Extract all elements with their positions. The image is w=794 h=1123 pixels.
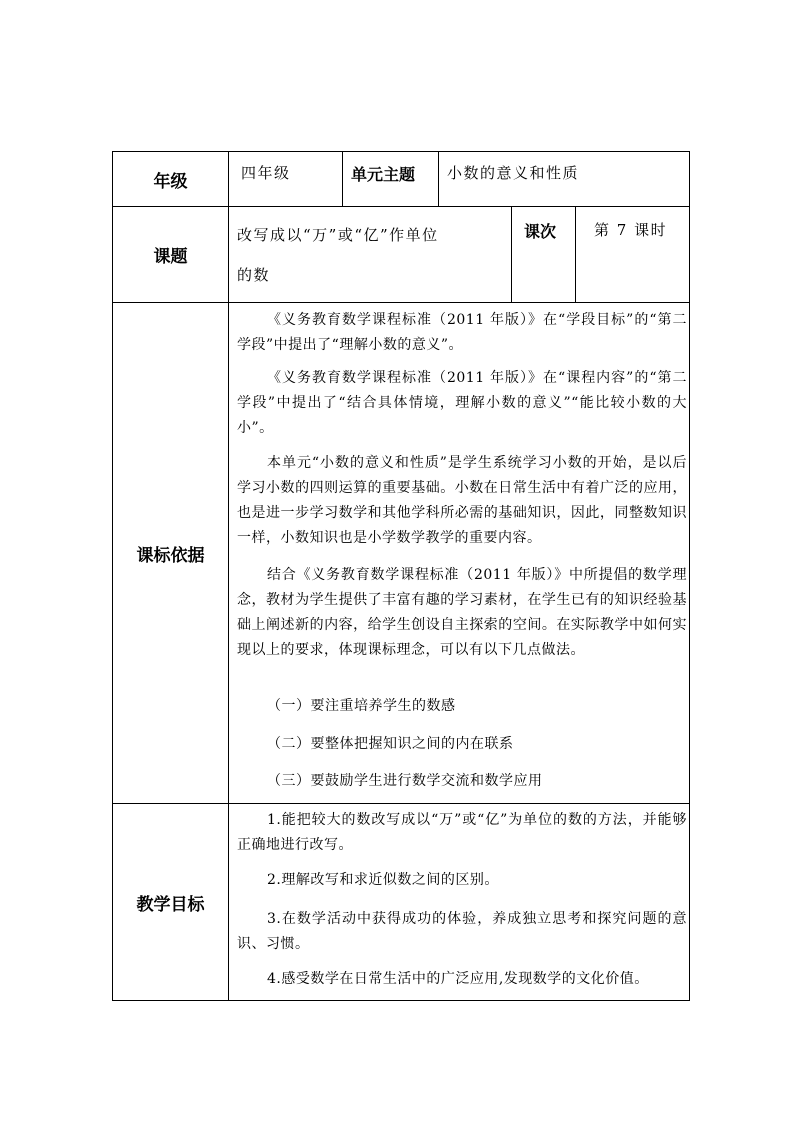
topic-line-1: 改写成以“万”或“亿”作单位 <box>237 226 439 244</box>
objective-item: 1.能把较大的数改写成以“万”或“亿”为单位的数的方法，并能够正确地进行改写。 <box>237 812 687 853</box>
lesson-plan-table <box>112 151 690 1001</box>
objective-item: 2.理解改写和求近似数之间的区别。 <box>267 872 499 888</box>
standards-point: （一）要注重培养学生的数感 <box>267 698 456 714</box>
grade-value: 四年级 <box>229 152 343 206</box>
standards-paragraph: 《义务教育数学课程标准（2011 年版）》在“课程内容”的“第二学段”中提出了“结合具体情境，理解小数的意义”“能比较小数的大小”。 <box>237 370 687 436</box>
objectives-content <box>229 804 689 1000</box>
grade-unit-row <box>113 152 689 207</box>
standards-row <box>113 303 689 804</box>
unit-label: 单元主题 <box>343 152 439 206</box>
standards-point: （二）要整体把握知识之间的内在联系 <box>267 736 514 752</box>
objective-item: 3.在数学活动中获得成功的体验，养成独立思考和探究问题的意识、习惯。 <box>237 911 687 952</box>
unit-value: 小数的意义和性质 <box>447 164 580 182</box>
standards-label: 课标依据 <box>113 303 229 803</box>
objectives-label: 教学目标 <box>113 804 229 1000</box>
lesson-label: 课次 <box>512 207 576 302</box>
objectives-row <box>113 804 689 1000</box>
grade-label: 年级 <box>113 152 229 206</box>
topic-line-2: 的数 <box>237 266 271 284</box>
standards-paragraph: 结合《义务教育数学课程标准（2011 年版）》中所提倡的数学理念，教材为学生提供了丰富有趣的学习素材，在学生已有的知识经验基础上阐述新的内容，给学生创设自主探索的空间。在实际教学中如何实现以上的要求，体现课标理念，可以有以下几点做法。 <box>237 567 687 658</box>
topic-label: 课题 <box>113 207 229 302</box>
lesson-value: 第 7 课时 <box>594 221 668 239</box>
standards-paragraph: 《义务教育数学课程标准（2011 年版）》在“学段目标”的“第二学段”中提出了“理解小数的意义”。 <box>237 312 687 353</box>
standards-content <box>229 303 689 803</box>
topic-row <box>113 207 689 303</box>
standards-paragraph: 本单元“小数的意义和性质”是学生系统学习小数的开始，是以后学习小数的四则运算的重要基础。小数在日常生活中有着广泛的应用，也是进一步学习数学和其他学科所必需的基础知识，因此，同整数知识一样，小数知识也是小学数学教学的重要内容。 <box>237 455 687 546</box>
standards-point: （三）要鼓励学生进行数学交流和数学应用 <box>267 773 543 789</box>
topic-value <box>229 207 512 302</box>
objective-item: 4.感受数学在日常生活中的广泛应用,发现数学的文化价值。 <box>267 971 649 987</box>
